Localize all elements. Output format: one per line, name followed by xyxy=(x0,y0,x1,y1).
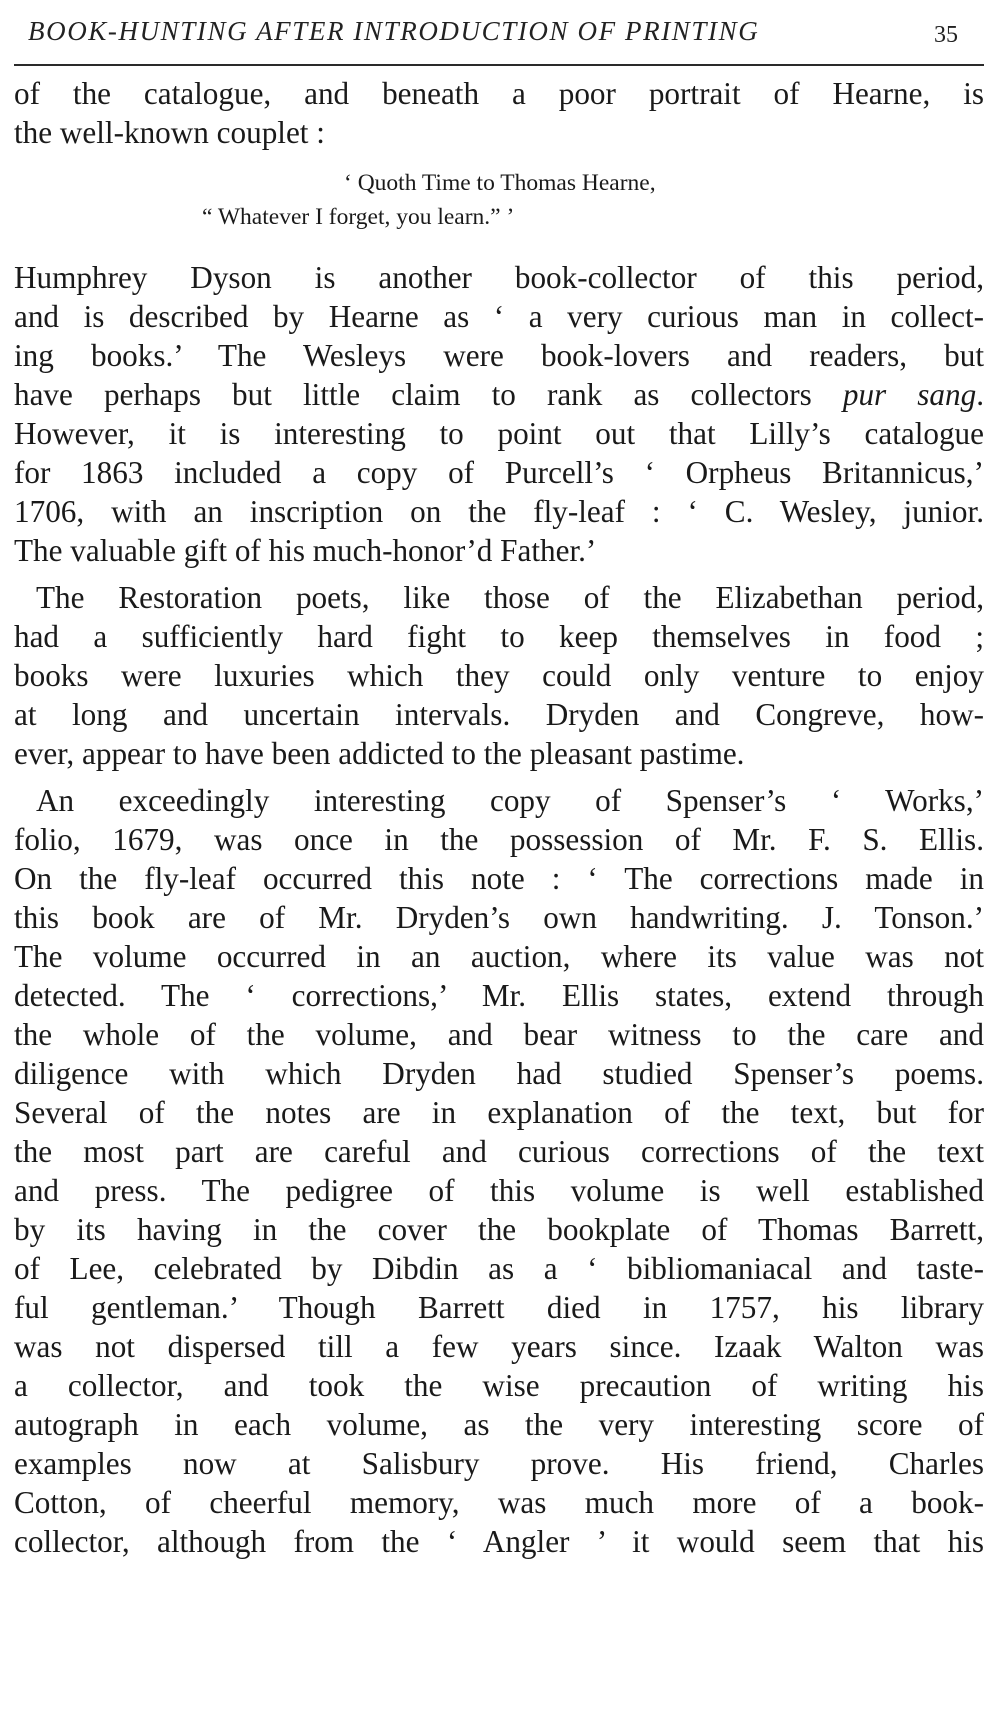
text-line: 1706, with an inscription on the fly-leaf : ‘ C. Wesley, junior. xyxy=(14,494,984,529)
text-line-with-italic xyxy=(14,375,984,414)
text-line: The volume occurred in an auction, where its value was not xyxy=(14,939,984,974)
text-line: detected. The ‘ corrections,’ Mr. Ellis states, extend through xyxy=(14,978,984,1013)
text-line: Cotton, of cheerful memory, was much more of a book- xyxy=(14,1485,984,1520)
text-fragment: . xyxy=(976,377,984,412)
text-line: Humphrey Dyson is another book-collector of this period, xyxy=(14,260,984,295)
text-line: autograph in each volume, as the very interesting score of xyxy=(14,1407,984,1442)
text-line: examples now at Salisbury prove. His friend, Charles xyxy=(14,1446,984,1481)
text-line: collector, although from the ‘ Angler ’ it would seem that his xyxy=(14,1524,984,1559)
running-title: BOOK-HUNTING AFTER INTRODUCTION OF PRINTING xyxy=(28,16,760,46)
text-line: folio, 1679, was once in the possession of Mr. F. S. Ellis. xyxy=(14,822,984,857)
quoted-couplet xyxy=(14,152,984,258)
text-line: of Lee, celebrated by Dibdin as a ‘ bibliomaniacal and taste- xyxy=(14,1251,984,1286)
text-line: the well-known couplet : xyxy=(14,115,325,150)
paragraph-dyson xyxy=(14,258,984,570)
header-rule xyxy=(14,64,984,66)
running-header xyxy=(0,12,1000,62)
body-text xyxy=(14,74,984,1561)
text-line: a collector, and took the wise precaution of writing his xyxy=(14,1368,984,1403)
text-line: However, it is interesting to point out that Lilly’s catalogue xyxy=(14,416,984,451)
text-line: of the catalogue, and beneath a poor portrait of Hearne, is xyxy=(14,76,984,111)
text-line: at long and uncertain intervals. Dryden and Congreve, how- xyxy=(14,697,984,732)
text-line: ing books.’ The Wesleys were book-lovers and readers, but xyxy=(14,338,984,373)
text-line: and is described by Hearne as ‘ a very curious man in collect- xyxy=(14,299,984,334)
text-line: diligence with which Dryden had studied Spenser’s poems. xyxy=(14,1056,984,1091)
text-line: the most part are careful and curious corrections of the text xyxy=(14,1134,984,1169)
text-line: The Restoration poets, like those of the Elizabethan period, xyxy=(36,580,984,615)
verse-line: “ Whatever I forget, you learn.” ’ xyxy=(202,204,515,230)
text-line: books were luxuries which they could only venture to enjoy xyxy=(14,658,984,693)
text-line: An exceedingly interesting copy of Spenser’s ‘ Works,’ xyxy=(36,783,984,818)
text-line: this book are of Mr. Dryden’s own handwriting. J. Tonson.’ xyxy=(14,900,984,935)
text-line: Several of the notes are in explanation of the text, but for xyxy=(14,1095,984,1130)
text-line: ful gentleman.’ Though Barrett died in 1757, his library xyxy=(14,1290,984,1325)
italic-phrase: pur sang xyxy=(842,377,977,412)
text-line: the whole of the volume, and bear witness to the care and xyxy=(14,1017,984,1052)
text-line: and press. The pedigree of this volume is well established xyxy=(14,1173,984,1208)
paragraph-restoration xyxy=(14,578,984,773)
text-line: was not dispersed till a few years since. Izaak Walton was xyxy=(14,1329,984,1364)
text-line: by its having in the cover the bookplate of Thomas Barrett, xyxy=(14,1212,984,1247)
text-line: for 1863 included a copy of Purcell’s ‘ Orpheus Britannicus,’ xyxy=(14,455,984,490)
text-line: On the fly-leaf occurred this note : ‘ The corrections made in xyxy=(14,861,984,896)
text-fragment: have perhaps but little claim to rank as collectors xyxy=(14,377,843,412)
text-line: ever, appear to have been addicted to the pleasant pastime. xyxy=(14,736,745,771)
paragraph-spenser xyxy=(14,781,984,1561)
text-line: had a sufficiently hard fight to keep themselves in food ; xyxy=(14,619,984,654)
page-number: 35 xyxy=(934,22,958,48)
paragraph-intro xyxy=(14,74,984,152)
text-line: The valuable gift of his much-honor’d Father.’ xyxy=(14,533,597,568)
verse-line: ‘ Quoth Time to Thomas Hearne, xyxy=(344,170,656,196)
